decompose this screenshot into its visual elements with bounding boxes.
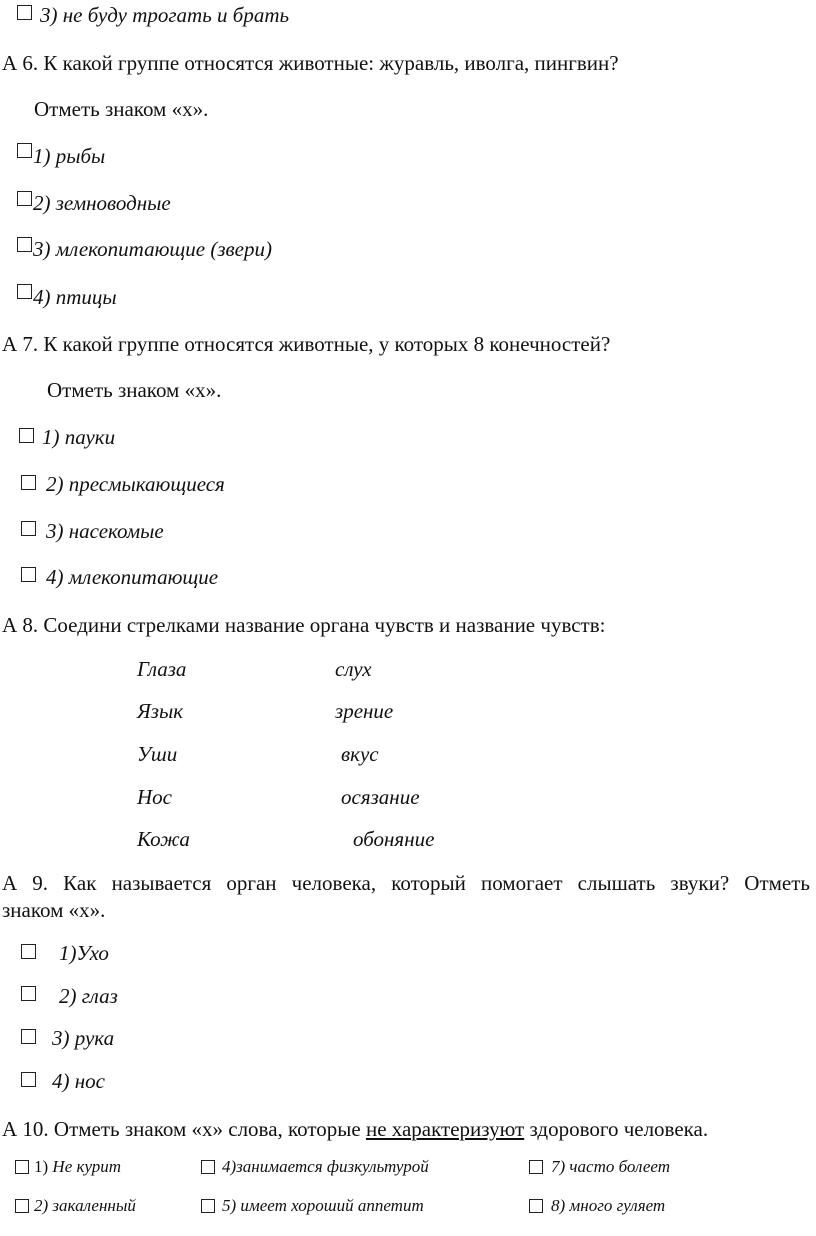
question-10-text-pre: А 10. Отметь знаком «х» слова, которые xyxy=(2,1117,366,1141)
q7-checkbox-1[interactable] xyxy=(19,428,34,443)
q10-checkbox-7[interactable] xyxy=(529,1160,543,1174)
q9-checkbox-2[interactable] xyxy=(21,986,36,1001)
question-7: А 7. К какой группе относятся животные, у которых 8 конечностей? xyxy=(2,332,611,356)
question-8: А 8. Соедини стрелками название органа чувств и название чувств: xyxy=(2,613,606,637)
question-10-text-post: здорового человека. xyxy=(524,1117,709,1141)
q10-option-7: 7) часто болеет xyxy=(551,1157,670,1176)
q10-checkbox-1[interactable] xyxy=(15,1160,29,1174)
question-9-line-2: знаком «х». xyxy=(2,898,106,922)
organ-item[interactable]: Нос xyxy=(137,785,172,809)
question-10 xyxy=(2,1116,708,1142)
organ-item[interactable]: Кожа xyxy=(137,827,190,851)
q6-checkbox-3[interactable] xyxy=(17,237,32,252)
question-7-instruction: Отметь знаком «х». xyxy=(47,378,222,402)
question-9-line-1: А 9. Как называется орган человека, который помогает слышать звуки? Отметь xyxy=(2,871,810,895)
q7-option-3: 3) насекомые xyxy=(46,519,164,543)
q7-option-1: 1) пауки xyxy=(42,425,116,449)
q9-option-1: 1)Ухо xyxy=(59,941,109,965)
q10-option-1-num: 1) xyxy=(34,1157,53,1176)
q7-checkbox-3[interactable] xyxy=(21,521,36,536)
q9-checkbox-4[interactable] xyxy=(21,1072,36,1087)
question-6-instruction: Отметь знаком «х». xyxy=(34,97,209,121)
q10-option-5: 5) имеет хороший аппетит xyxy=(222,1196,424,1215)
organ-item[interactable]: Уши xyxy=(137,742,178,766)
question-10-underlined: не характеризуют xyxy=(365,1117,525,1141)
q7-checkbox-2[interactable] xyxy=(21,475,36,490)
sense-item[interactable]: вкус xyxy=(341,742,379,766)
q6-option-3: 3) млекопитающие (звери) xyxy=(33,237,272,261)
organ-item[interactable]: Язык xyxy=(137,699,184,723)
q10-option-1 xyxy=(34,1156,121,1178)
organ-item[interactable]: Глаза xyxy=(137,657,187,681)
q10-option-2: 2) закаленный xyxy=(34,1196,136,1215)
option-prev-3: 3) не буду трогать и брать xyxy=(40,3,290,27)
sense-item[interactable]: зрение xyxy=(335,699,394,723)
q10-checkbox-5[interactable] xyxy=(201,1199,215,1213)
q9-checkbox-3[interactable] xyxy=(21,1029,36,1044)
q10-option-4: 4)занимается физкультурой xyxy=(222,1157,429,1176)
q6-option-4: 4) птицы xyxy=(33,285,117,309)
q9-option-4: 4) нос xyxy=(52,1069,105,1093)
q6-option-1: 1) рыбы xyxy=(33,144,106,168)
q10-checkbox-8[interactable] xyxy=(529,1199,543,1213)
question-6: А 6. К какой группе относятся животные: журавль, иволга, пингвин? xyxy=(2,51,619,75)
q10-checkbox-2[interactable] xyxy=(15,1199,29,1213)
q6-checkbox-1[interactable] xyxy=(17,143,32,158)
q6-checkbox-2[interactable] xyxy=(17,191,32,206)
q10-checkbox-4[interactable] xyxy=(201,1160,215,1174)
checkbox-prev-3[interactable] xyxy=(17,5,32,20)
sense-item[interactable]: обоняние xyxy=(353,827,435,851)
q7-checkbox-4[interactable] xyxy=(21,567,36,582)
q6-checkbox-4[interactable] xyxy=(17,284,32,299)
q10-option-8: 8) много гуляет xyxy=(551,1196,666,1215)
sense-item[interactable]: осязание xyxy=(341,785,420,809)
q9-checkbox-1[interactable] xyxy=(21,944,36,959)
q10-option-1-text: Не курит xyxy=(52,1157,122,1176)
q6-option-2: 2) земноводные xyxy=(33,191,171,215)
q9-option-3: 3) рука xyxy=(52,1026,115,1050)
sense-item[interactable]: слух xyxy=(335,657,372,681)
q7-option-4: 4) млекопитающие xyxy=(46,565,219,589)
q7-option-2: 2) пресмыкающиеся xyxy=(46,472,225,496)
q9-option-2: 2) глаз xyxy=(59,984,118,1008)
